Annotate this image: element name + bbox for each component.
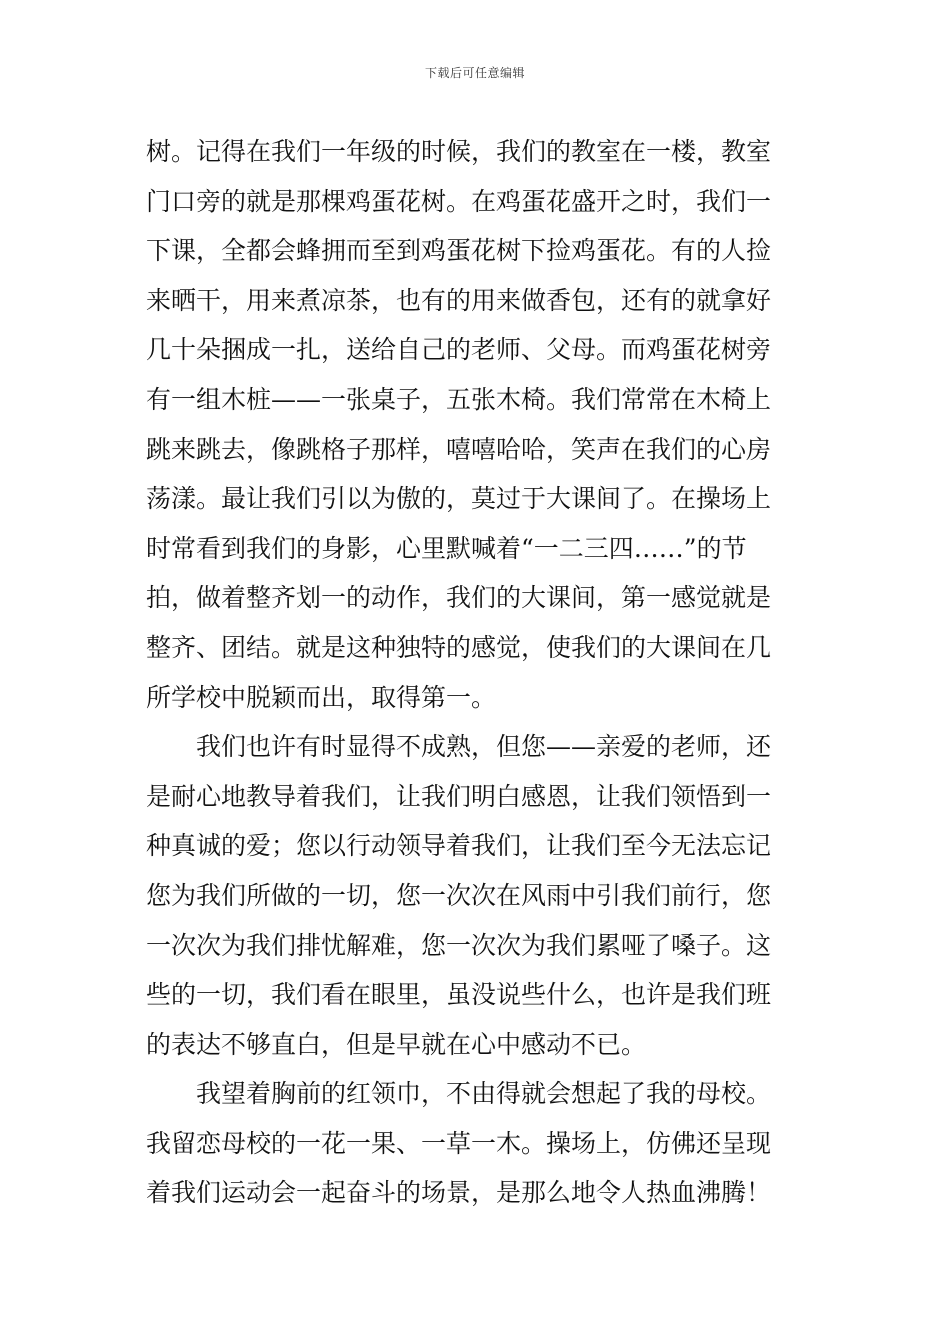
text-line: 一次次为我们排忧解难，您一次次为我们累哑了嗓子。这 <box>146 930 772 960</box>
text-line: 我留恋母校的一花一果、一草一木。操场上，仿佛还呈现 <box>146 1128 772 1158</box>
body-text <box>146 127 808 1218</box>
text-line: 种真诚的爱；您以行动领导着我们，让我们至今无法忘记 <box>146 831 772 861</box>
text-line: 些的一切，我们看在眼里，虽没说些什么，也许是我们班 <box>146 980 772 1010</box>
text-line: 着我们运动会一起奋斗的场景，是那么地令人热血沸腾！ <box>146 1178 772 1208</box>
text-line: 门口旁的就是那棵鸡蛋花树。在鸡蛋花盛开之时，我们一 <box>146 186 772 216</box>
text-line: 我们也许有时显得不成熟，但您——亲爱的老师，还 <box>146 732 772 762</box>
page-header: 下载后可任意编辑 <box>424 66 525 80</box>
text-line: 是耐心地教导着我们，让我们明白感恩，让我们领悟到一 <box>146 781 772 811</box>
text-line: 您为我们所做的一切，您一次次在风雨中引我们前行，您 <box>146 880 772 910</box>
text-line: 我望着胸前的红领巾，不由得就会想起了我的母校。 <box>146 1079 772 1109</box>
text-line: 有一组木桩——一张桌子，五张木椅。我们常常在木椅上 <box>146 384 772 414</box>
text-line: 跳来跳去，像跳格子那样，嘻嘻哈哈，笑声在我们的心房 <box>146 434 772 464</box>
text-line: 所学校中脱颖而出，取得第一。 <box>146 682 497 712</box>
text-line: 拍，做着整齐划一的动作，我们的大课间，第一感觉就是 <box>146 583 772 613</box>
text-line: 来晒干，用来煮凉茶，也有的用来做香包，还有的就拿好 <box>146 285 772 315</box>
text-line: 的表达不够直白，但是早就在心中感动不已。 <box>146 1029 647 1059</box>
text-line: 荡漾。最让我们引以为傲的，莫过于大课间了。在操场上 <box>146 484 772 514</box>
text-line: 时常看到我们的身影，心里默喊着“一二三四……”的节 <box>146 533 747 563</box>
text-line: 下课，全都会蜂拥而至到鸡蛋花树下捡鸡蛋花。有的人捡 <box>146 236 772 266</box>
text-line: 树。记得在我们一年级的时候，我们的教室在一楼，教室 <box>146 137 772 166</box>
text-line: 整齐、团结。就是这种独特的感觉，使我们的大课间在几 <box>146 632 772 662</box>
text-line: 几十朵捆成一扎，送给自己的老师、父母。而鸡蛋花树旁 <box>146 335 772 365</box>
